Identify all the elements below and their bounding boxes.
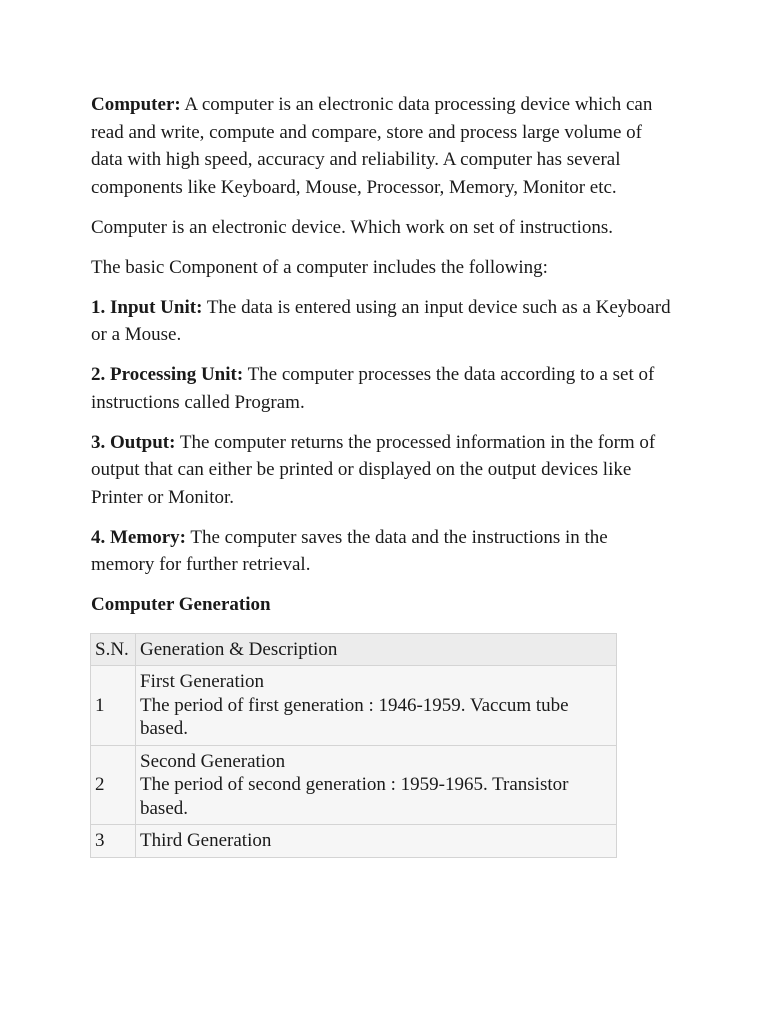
component-term: 1. Input Unit: bbox=[91, 296, 203, 318]
row-description bbox=[136, 825, 617, 858]
table-row bbox=[91, 825, 617, 858]
component-text: The computer processes the data according to a set of instructions called Program. bbox=[91, 364, 655, 413]
row-sn: 1 bbox=[91, 666, 136, 746]
row-text: The period of first generation : 1946-1959. Vaccum tube based. bbox=[140, 694, 569, 739]
component-text: The data is entered using an input device such as a Keyboard or a Mouse. bbox=[91, 296, 671, 345]
component-term: 4. Memory: bbox=[91, 526, 186, 548]
table-header-row bbox=[91, 633, 617, 666]
row-title: Second Generation bbox=[140, 750, 286, 772]
row-title: Third Generation bbox=[140, 830, 272, 851]
component-text: The computer returns the processed information in the form of output that can either be printed or displayed on the output devices like Printer or Monitor. bbox=[91, 431, 656, 508]
document-page bbox=[91, 91, 671, 858]
row-sn: 3 bbox=[91, 825, 136, 858]
definition-paragraph: Computer is an electronic device. Which work on set of instructions. bbox=[91, 216, 614, 238]
component-input-unit bbox=[91, 294, 671, 349]
column-header-description: Generation & Description bbox=[136, 633, 617, 666]
generation-table bbox=[90, 633, 617, 858]
component-term: 3. Output: bbox=[91, 431, 176, 453]
row-description bbox=[136, 745, 617, 825]
component-text: The computer saves the data and the instructions in the memory for further retrieval. bbox=[91, 526, 608, 575]
row-title: First Generation bbox=[140, 671, 265, 692]
intro-term: Computer: bbox=[91, 94, 181, 115]
component-memory bbox=[91, 524, 671, 579]
row-text: The period of second generation : 1959-1965. Transistor based. bbox=[140, 774, 569, 819]
table-row bbox=[91, 745, 617, 825]
intro-paragraph bbox=[91, 91, 671, 201]
row-description bbox=[136, 666, 617, 746]
generation-heading: Computer Generation bbox=[91, 594, 271, 615]
component-term: 2. Processing Unit: bbox=[91, 364, 244, 385]
components-intro-paragraph: The basic Component of a computer includes the following: bbox=[91, 256, 548, 278]
column-header-sn: S.N. bbox=[91, 633, 136, 666]
intro-text: A computer is an electronic data processing device which can read and write, compute and compare, store and process large volume of data with high speed, accuracy and reliability. A computer has several components like Keyboard, Mouse, Processor, Memory, Monitor etc. bbox=[91, 94, 653, 198]
table-row bbox=[91, 666, 617, 746]
component-processing-unit bbox=[91, 361, 671, 416]
component-output bbox=[91, 429, 671, 512]
row-sn: 2 bbox=[91, 745, 136, 825]
